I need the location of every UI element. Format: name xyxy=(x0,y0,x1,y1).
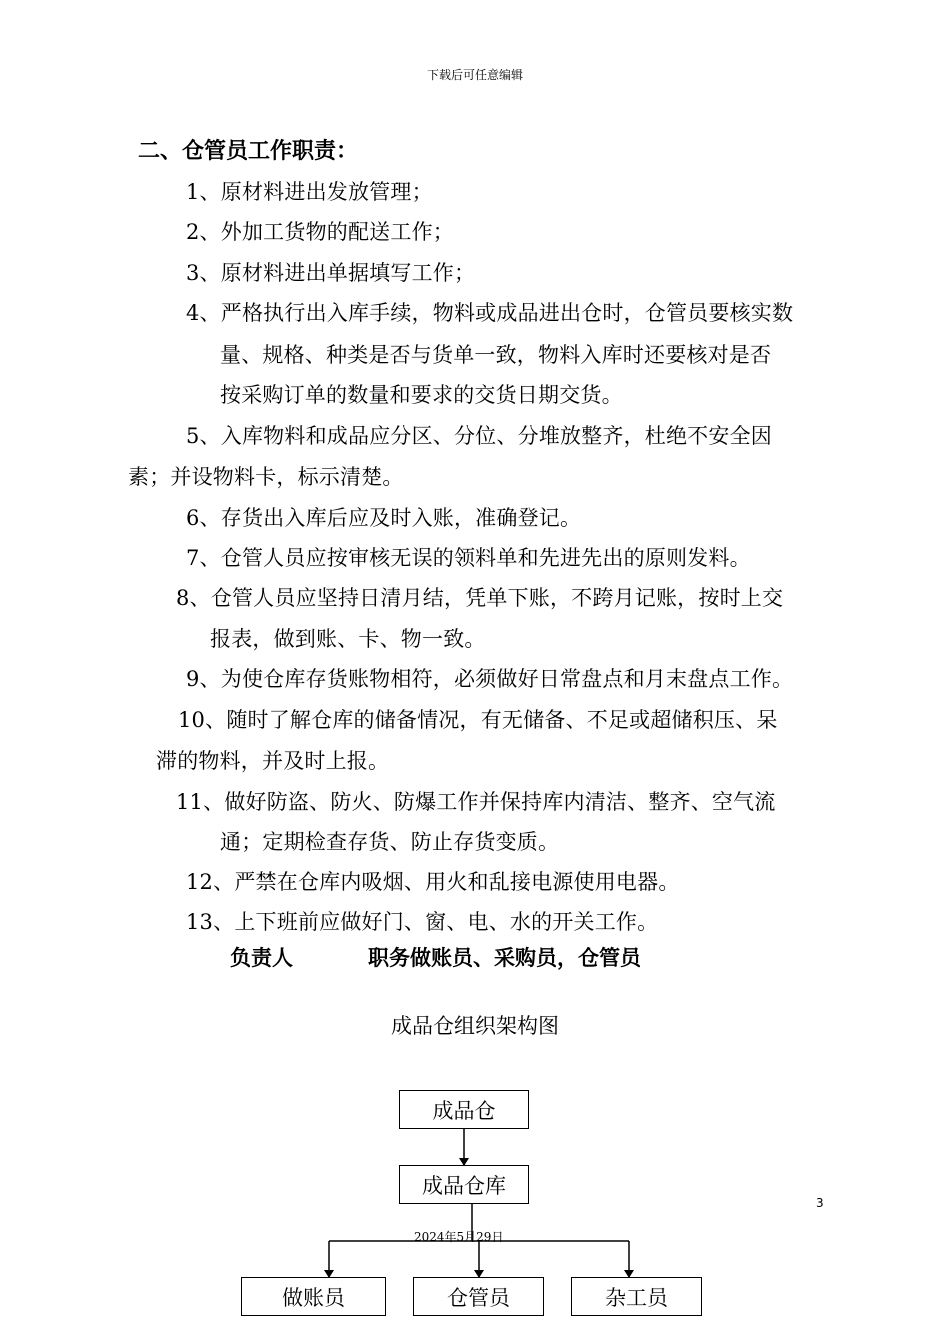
responsibility-label: 负责人 xyxy=(230,946,293,970)
duty-item-11-line-2: 通；定期检查存货、防止存货变质。 xyxy=(220,830,560,854)
duty-number: 2、 xyxy=(186,220,221,244)
duty-text: 严格执行出入库手续，物料或成品进出仓时，仓管员要核实数 xyxy=(220,301,794,325)
duty-text: 存货出入库后应及时入账，准确登记。 xyxy=(220,506,582,530)
duty-number: 7、 xyxy=(186,546,221,570)
page-header: 下载后可任意编辑 xyxy=(426,68,523,82)
responsibility-value: 职务做账员、采购员，仓管员 xyxy=(368,946,641,970)
duty-number: 9、 xyxy=(186,667,221,691)
duty-text: 原材料进出单据填写工作； xyxy=(220,261,476,285)
duty-number: 13、 xyxy=(186,910,235,934)
org-node-child-3: 杂工员 xyxy=(571,1277,702,1316)
duty-number: 11、 xyxy=(176,790,225,814)
duty-number: 3、 xyxy=(186,261,221,285)
duty-text: 入库物料和成品应分区、分位、分堆放整齐，杜绝不安全因 xyxy=(220,424,772,448)
section-title: 二、仓管员工作职责： xyxy=(138,139,359,164)
duty-number: 12、 xyxy=(186,870,235,894)
duty-text: 仓管人员应按审核无误的领料单和先进先出的原则发料。 xyxy=(220,546,751,570)
duty-number: 10、 xyxy=(178,708,227,732)
duty-number: 5、 xyxy=(186,424,221,448)
duty-item-8-line-2: 报表，做到账、卡、物一致。 xyxy=(210,627,486,651)
duty-number: 4、 xyxy=(186,301,221,325)
duty-number: 6、 xyxy=(186,506,221,530)
duty-item-5-line-2: 素；并设物料卡，标示清楚。 xyxy=(128,465,404,489)
duty-item-10-line-2: 滞的物料，并及时上报。 xyxy=(156,749,390,773)
duty-text: 为使仓库存货账物相符，必须做好日常盘点和月末盘点工作。 xyxy=(220,667,794,691)
duty-text: 仓管人员应坚持日清月结，凭单下账，不跨月记账，按时上交 xyxy=(210,586,784,610)
org-node-level2: 成品仓库 xyxy=(399,1165,529,1204)
duty-number: 8、 xyxy=(176,586,211,610)
org-chart-title: 成品仓组织架构图 xyxy=(391,1014,559,1038)
page-number: 3 xyxy=(816,1196,824,1210)
org-node-child-1: 做账员 xyxy=(241,1277,386,1316)
duty-text: 严禁在仓库内吸烟、用火和乱接电源使用电器。 xyxy=(234,870,680,894)
org-node-child-2: 仓管员 xyxy=(413,1277,544,1316)
footer-date: 2024年5月29日 xyxy=(414,1230,504,1244)
duty-text: 做好防盗、防火、防爆工作并保持库内清洁、整齐、空气流 xyxy=(224,790,776,814)
org-node-root: 成品仓 xyxy=(399,1090,529,1129)
duty-text: 原材料进出发放管理； xyxy=(220,180,433,204)
duty-text: 随时了解仓库的储备情况，有无储备、不足或超储积压、呆 xyxy=(226,708,778,732)
duty-item-4-line-3: 按采购订单的数量和要求的交货日期交货。 xyxy=(220,383,623,407)
duty-text: 上下班前应做好门、窗、电、水的开关工作。 xyxy=(234,910,659,934)
duty-text: 外加工货物的配送工作； xyxy=(220,220,454,244)
duty-number: 1、 xyxy=(186,180,221,204)
duty-item-4-line-2: 量、规格、种类是否与货单一致，物料入库时还要核对是否 xyxy=(220,343,772,367)
